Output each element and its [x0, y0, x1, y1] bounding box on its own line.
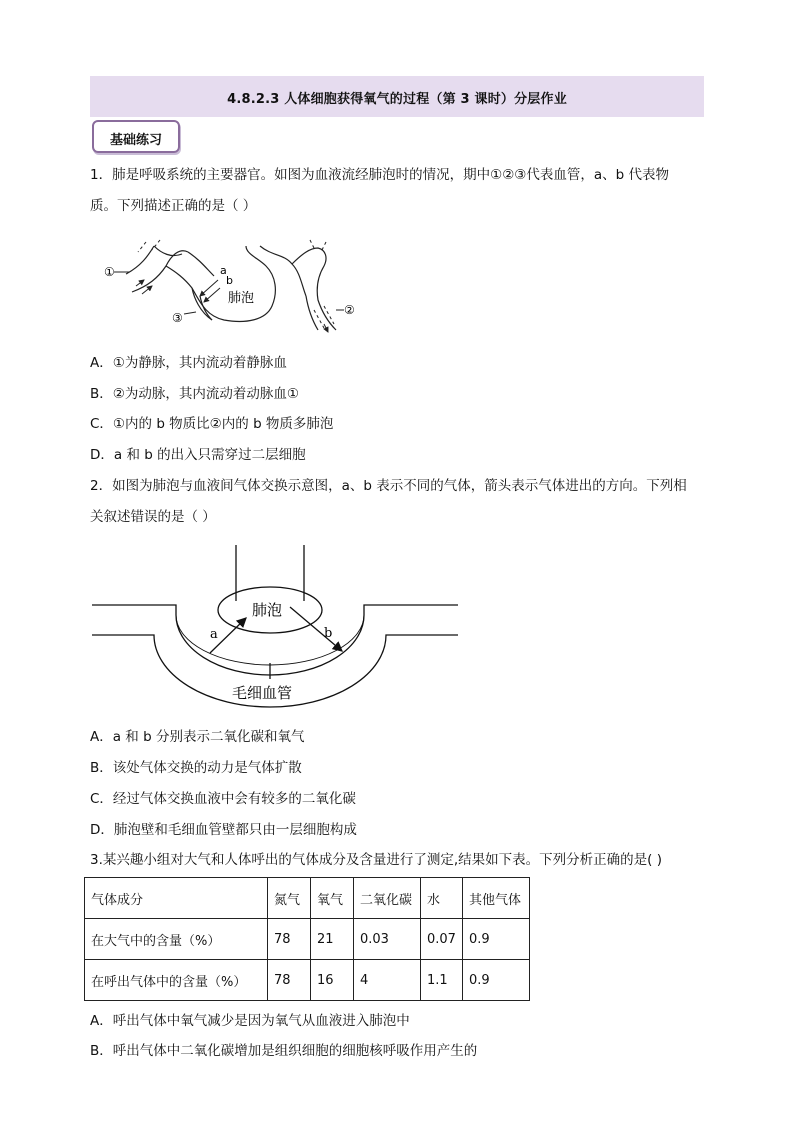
table-cell: 0.03 — [354, 919, 421, 960]
q2-stem-line1: 2．如图为肺泡与血液间气体交换示意图，a、b 表示不同的气体，箭头表示气体进出的方向。下列相 — [90, 478, 687, 494]
label-gas-a: a — [210, 627, 218, 642]
alveolus-blood-flow-figure — [96, 236, 366, 336]
table-cell: 78 — [268, 960, 311, 1001]
q3-option-a: A．呼出气体中氧气减少是因为氧气从血液进入肺泡中 — [90, 1013, 410, 1029]
table-cell: 16 — [311, 960, 354, 1001]
label-alveolus-2: 肺泡 — [252, 601, 283, 619]
section-label: 基础练习 — [109, 133, 162, 148]
vessel-1-wall-lower — [132, 251, 188, 292]
table-row — [85, 960, 530, 1001]
label-gas-b: b — [324, 626, 333, 641]
table-cell: 78 — [268, 919, 311, 960]
table-cell: 0.9 — [462, 960, 529, 1001]
q1-option-a: A．①为静脉，其内流动着静脉血 — [90, 355, 287, 371]
table-cell: 21 — [311, 919, 354, 960]
table-header-cell: 气体成分 — [85, 878, 268, 919]
q3-option-b: B．呼出气体中二氧化碳增加是组织细胞的细胞核呼吸作用产生的 — [90, 1043, 478, 1059]
label-alveolus: 肺泡 — [228, 291, 255, 306]
q1-option-d: D．a 和 b 的出入只需穿过二层细胞 — [90, 447, 306, 463]
label-substance-a: a — [220, 264, 227, 277]
q2-option-d: D．肺泡壁和毛细血管壁都只由一层细胞构成 — [90, 822, 357, 838]
q2-option-b: B．该处气体交换的动力是气体扩散 — [90, 760, 302, 776]
q2-stem-line2: 关叙述错误的是（ ） — [90, 509, 216, 525]
table-header-cell: 氮气 — [268, 878, 311, 919]
table-header-cell: 二氧化碳 — [354, 878, 421, 919]
label-capillary: 毛细血管 — [232, 684, 293, 702]
page-title: 4.8.2.3 人体细胞获得氧气的过程（第 3 课时）分层作业 — [227, 92, 567, 107]
q1-option-b: B．②为动脉，其内流动着动脉血① — [90, 386, 299, 402]
table-header-cell: 其他气体 — [462, 878, 529, 919]
q3-stem: 3.某兴趣小组对大气和人体呼出的气体成分及含量进行了测定,结果如下表。下列分析正确的是( ) — [90, 852, 662, 868]
q2-option-a: A．a 和 b 分别表示二氧化碳和氧气 — [90, 729, 305, 745]
label-vessel-2: ② — [344, 303, 355, 317]
label-substance-b: b — [226, 274, 233, 287]
table-header-cell: 氧气 — [311, 878, 354, 919]
q2-option-c: C．经过气体交换血液中会有较多的二氧化碳 — [90, 791, 356, 807]
table-cell: 0.07 — [421, 919, 463, 960]
label-vessel-3: ③ — [172, 311, 183, 325]
table-row — [85, 919, 530, 960]
q1-stem-line1: 1．肺是呼吸系统的主要器官。如图为血液流经肺泡时的情况，期中①②③代表血管，a、b 代表物 — [90, 167, 670, 183]
q1-stem-line2: 质。下列描述正确的是（ ） — [90, 198, 257, 214]
table-cell: 0.9 — [462, 919, 529, 960]
q1-option-c: C．①内的 b 物质比②内的 b 物质多肺泡 — [90, 416, 334, 432]
table-cell: 4 — [354, 960, 421, 1001]
table-header-cell: 水 — [421, 878, 463, 919]
label-vessel-1: ① — [104, 265, 115, 279]
gas-exchange-figure — [90, 543, 462, 708]
gas-composition-table — [84, 877, 530, 1001]
table-cell: 1.1 — [421, 960, 463, 1001]
table-header-row — [85, 878, 530, 919]
table-cell: 在呼出气体中的含量（%） — [85, 960, 268, 1001]
vessel-1-wall — [126, 246, 154, 274]
table-cell: 在大气中的含量（%） — [85, 919, 268, 960]
